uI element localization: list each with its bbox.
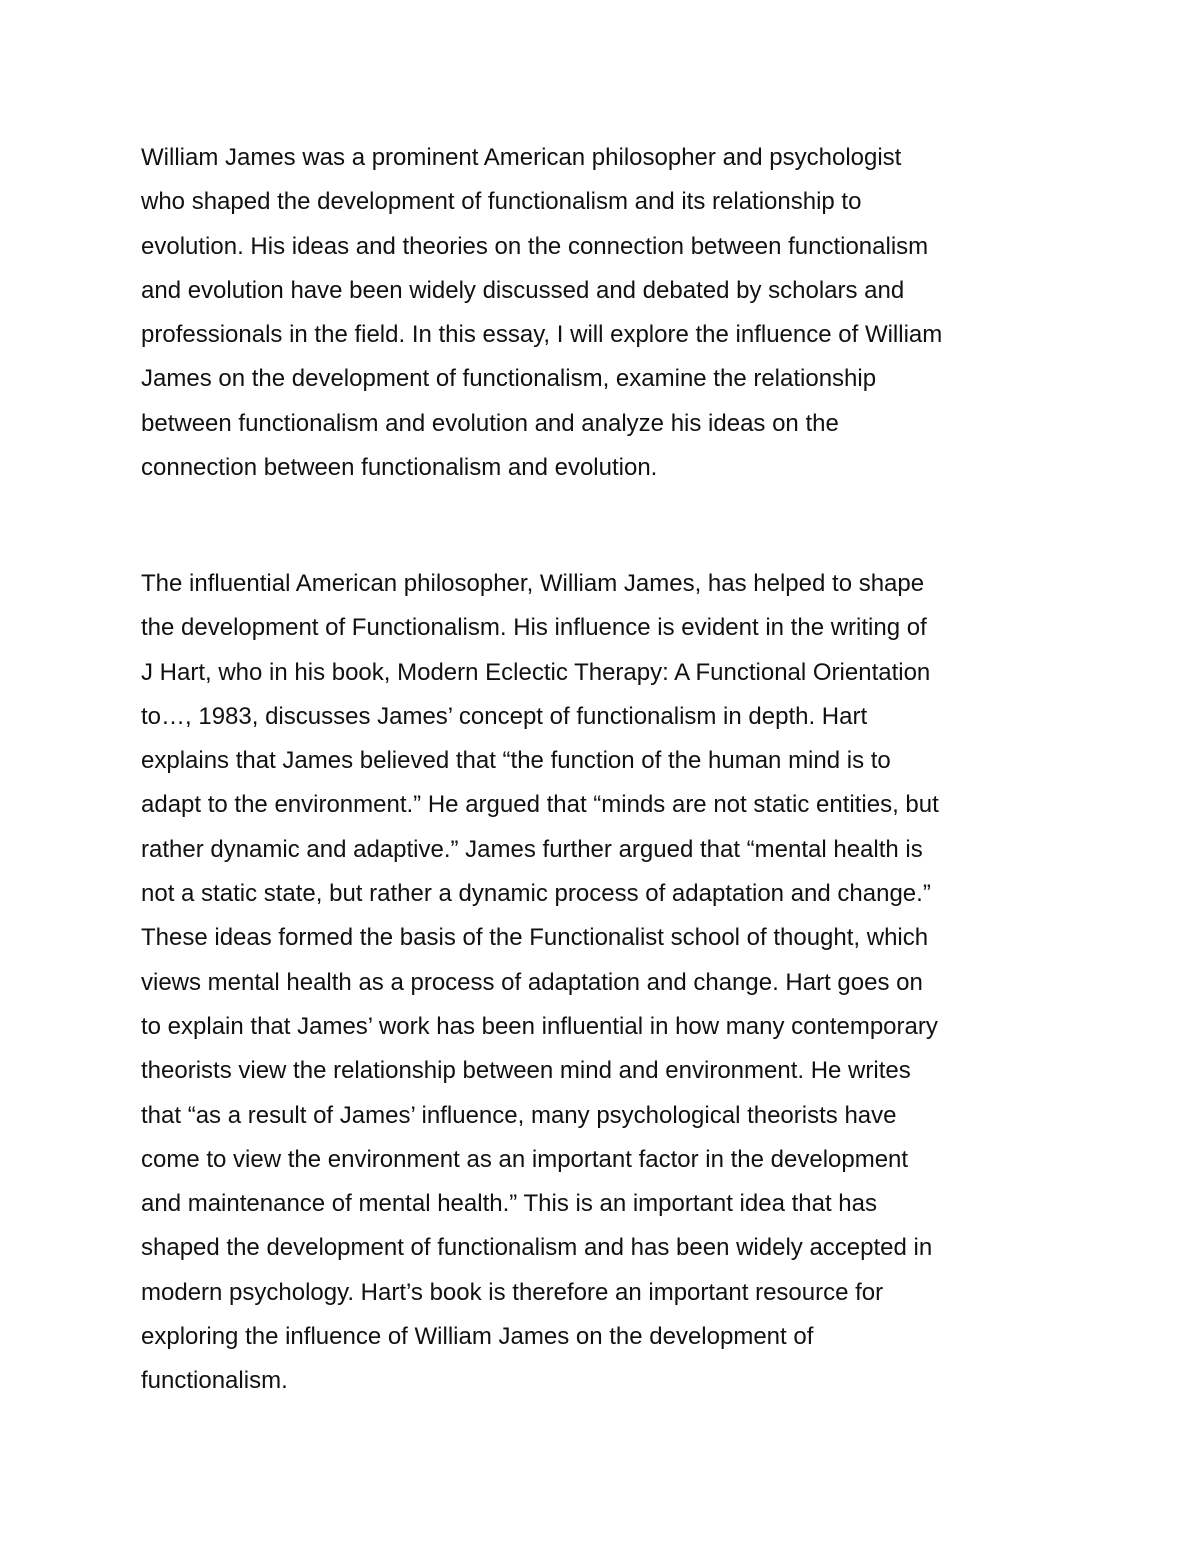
text-line: rather dynamic and adaptive.” James further argued that “mental health is — [141, 835, 923, 863]
text-line: who shaped the development of functionalism and its relationship to — [141, 188, 862, 216]
text-line: shaped the development of functionalism and has been widely accepted in — [141, 1234, 933, 1262]
text-line: William James was a prominent American philosopher and psychologist — [141, 144, 902, 171]
text-line: connection between functionalism and evolution. — [141, 454, 658, 482]
text-line: evolution. His ideas and theories on the connection between functionalism — [141, 232, 929, 260]
intro-paragraph — [141, 136, 942, 490]
body-paragraph — [141, 562, 939, 1404]
text-line: professionals in the field. In this essay, I will explore the influence of William — [141, 321, 943, 349]
text-line: modern psychology. Hart’s book is therefore an important resource for — [141, 1278, 884, 1306]
text-line: These ideas formed the basis of the Functionalist school of thought, which — [141, 924, 929, 952]
text-line: to explain that James’ work has been influential in how many contemporary — [141, 1012, 938, 1040]
text-line: exploring the influence of William James on the development of — [141, 1323, 814, 1351]
text-line: to…, 1983, discusses James’ concept of functionalism in depth. Hart — [141, 702, 868, 730]
text-line: views mental health as a process of adaptation and change. Hart goes on — [141, 968, 923, 996]
text-line: not a static state, but rather a dynamic process of adaptation and change.” — [141, 880, 931, 908]
text-line: and maintenance of mental health.” This is an important idea that has — [141, 1190, 877, 1218]
text-line: come to view the environment as an important factor in the development — [141, 1145, 909, 1173]
text-line: adapt to the environment.” He argued that “minds are not static entities, but — [141, 791, 939, 819]
text-line: that “as a result of James’ influence, many psychological theorists have — [141, 1101, 897, 1129]
text-line: theorists view the relationship between mind and environment. He writes — [141, 1057, 911, 1085]
text-line: J Hart, who in his book, Modern Eclectic Therapy: A Functional Orientation — [141, 658, 931, 686]
text-line: James on the development of functionalism, examine the relationship — [141, 365, 877, 393]
text-line: and evolution have been widely discussed and debated by scholars and — [141, 276, 905, 304]
text-line: The influential American philosopher, William James, has helped to shape — [141, 570, 925, 597]
text-line: functionalism. — [141, 1367, 288, 1395]
text-line: between functionalism and evolution and analyze his ideas on the — [141, 409, 839, 437]
text-line: explains that James believed that “the function of the human mind is to — [141, 747, 891, 775]
text-line: the development of Functionalism. His influence is evident in the writing of — [141, 614, 927, 642]
